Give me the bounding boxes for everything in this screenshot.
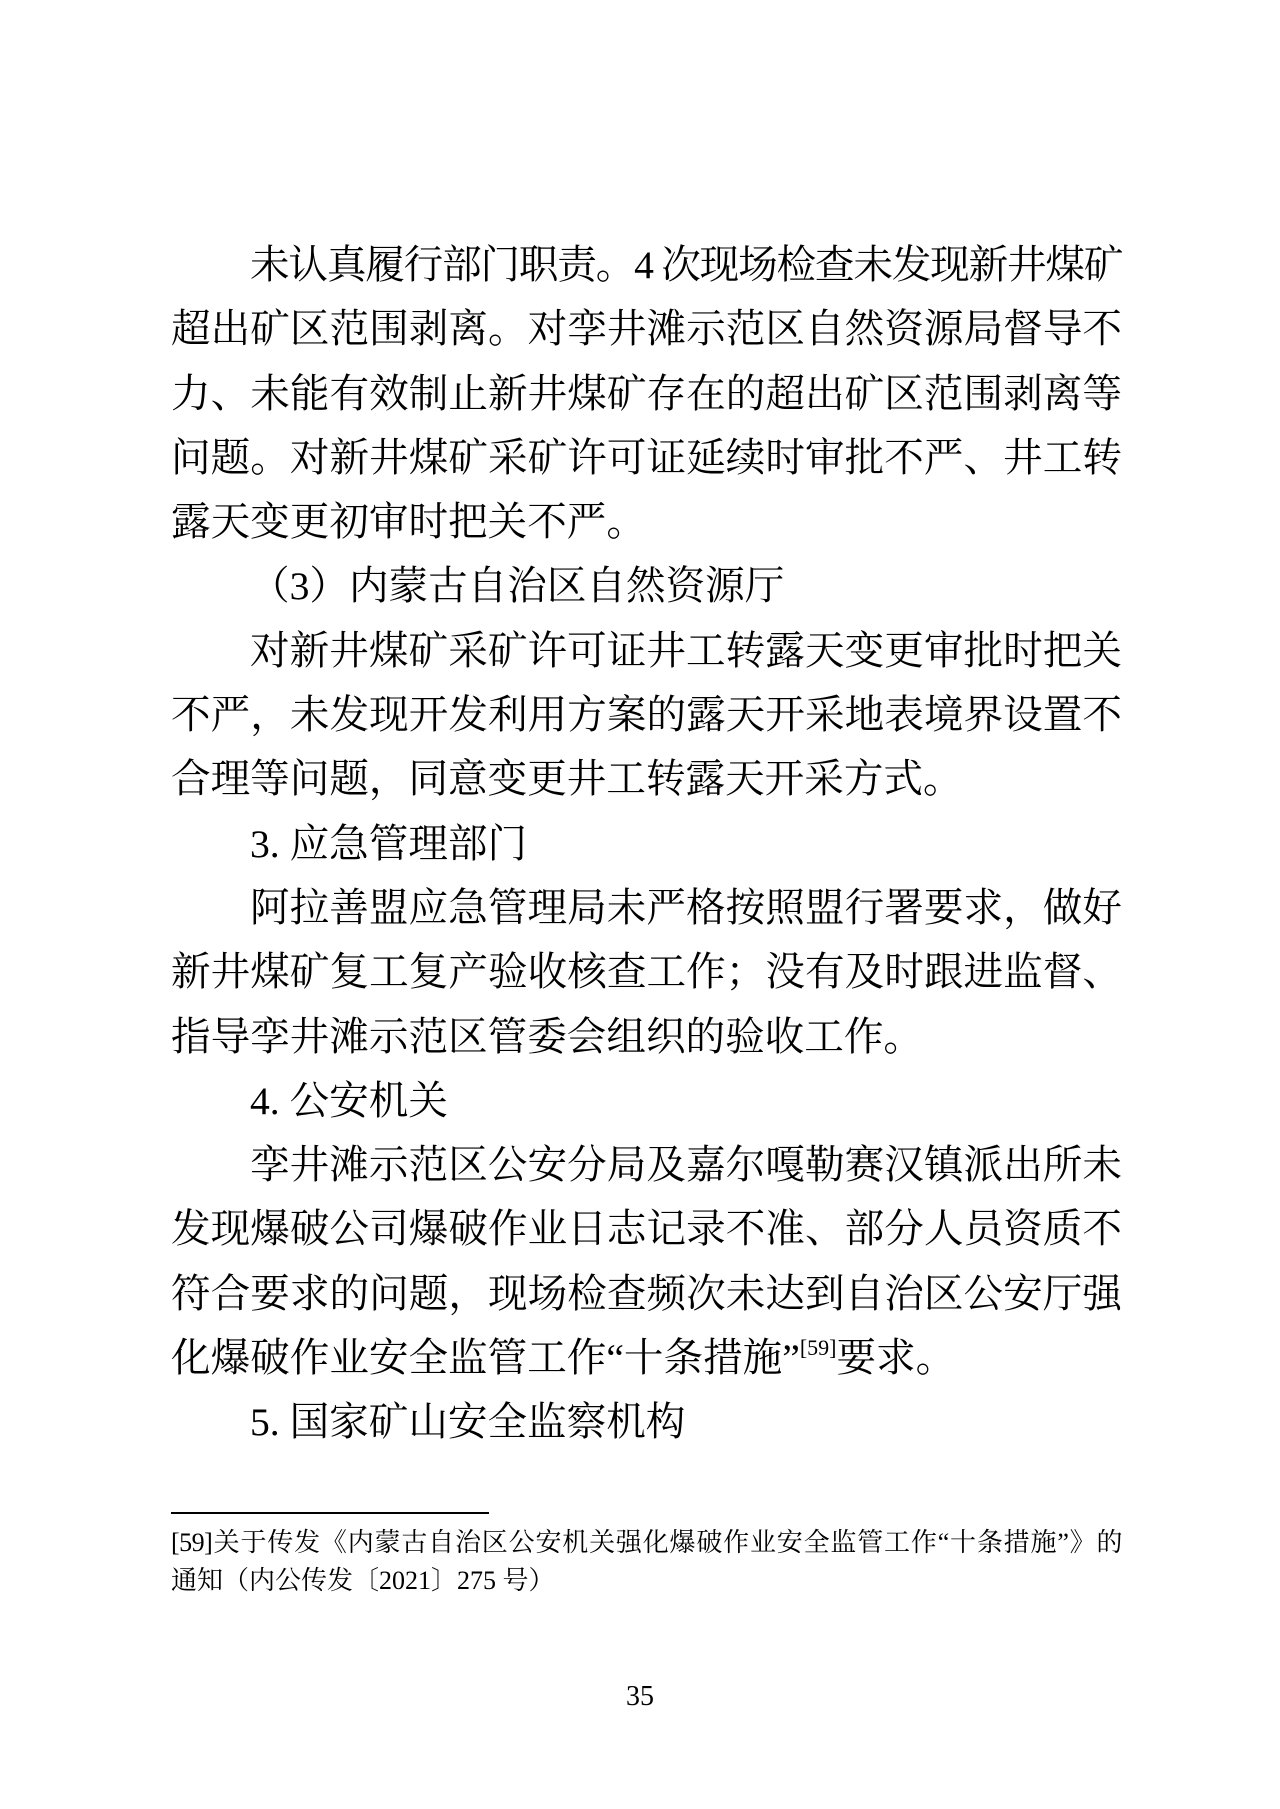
section-heading-3-emergency-management: 3. 应急管理部门 (250, 821, 528, 866)
paragraph-text: 化爆破作业安全监管工作“十条措施” (171, 1336, 800, 1381)
paragraph-line: 符合要求的问题，现场检查频次未达到自治区公安厅强 (171, 1271, 1122, 1316)
section-heading-4-public-security: 4. 公安机关 (250, 1078, 448, 1123)
paragraph-line: 新井煤矿复工复产验收核查工作；没有及时跟进监督、 (171, 950, 1122, 995)
section-heading-5-mine-safety-supervision: 5. 国家矿山安全监察机构 (250, 1400, 686, 1445)
paragraph-line: 孪井滩示范区公安分局及嘉尔嘎勒赛汉镇派出所未 (250, 1143, 1122, 1188)
footnote-line: 通知（内公传发〔2021〕275 号） (171, 1566, 555, 1595)
subsection-heading-3-natural-resources: （3）内蒙古自治区自然资源厅 (250, 564, 785, 609)
paragraph-line: 露天变更初审时把关不严。 (171, 500, 646, 545)
paragraph-line: 不严，未发现开发利用方案的露天开采地表境界设置不 (171, 693, 1122, 738)
paragraph-line: 对新井煤矿采矿许可证井工转露天变更审批时把关 (250, 628, 1122, 673)
paragraph-line: 未认真履行部门职责。4 次现场检查未发现新井煤矿 (250, 243, 1122, 287)
footnote-text: 关于传发《内蒙古自治区公安机关强化爆破作业安全监管工作“十条措施”》的 (212, 1528, 1122, 1557)
paragraph-line: 超出矿区范围剥离。对孪井滩示范区自然资源局督导不 (171, 307, 1122, 352)
footnote-marker: [59] (171, 1528, 213, 1557)
page-number: 35 (626, 1681, 654, 1712)
footnote-ref-59: [59] (799, 1335, 837, 1361)
body-text-block (171, 233, 1122, 1455)
paragraph-text: 要求。 (836, 1336, 956, 1381)
footnote-block (171, 1524, 1122, 1600)
paragraph-line: 指导孪井滩示范区管委会组织的验收工作。 (171, 1014, 923, 1059)
paragraph-line: 问题。对新井煤矿采矿许可证延续时审批不严、井工转 (171, 435, 1122, 480)
footnote-line (171, 1524, 1122, 1562)
paragraph-line: 合理等问题，同意变更井工转露天开采方式。 (171, 757, 963, 802)
footnote-divider (171, 1512, 489, 1514)
paragraph-line: 力、未能有效制止新井煤矿存在的超出矿区范围剥离等 (171, 371, 1122, 416)
paragraph-line: 阿拉善盟应急管理局未严格按照盟行署要求，做好 (250, 885, 1122, 930)
paragraph-line: 发现爆破公司爆破作业日志记录不准、部分人员资质不 (171, 1207, 1122, 1252)
paragraph-line-with-footnote-ref (171, 1326, 1122, 1390)
